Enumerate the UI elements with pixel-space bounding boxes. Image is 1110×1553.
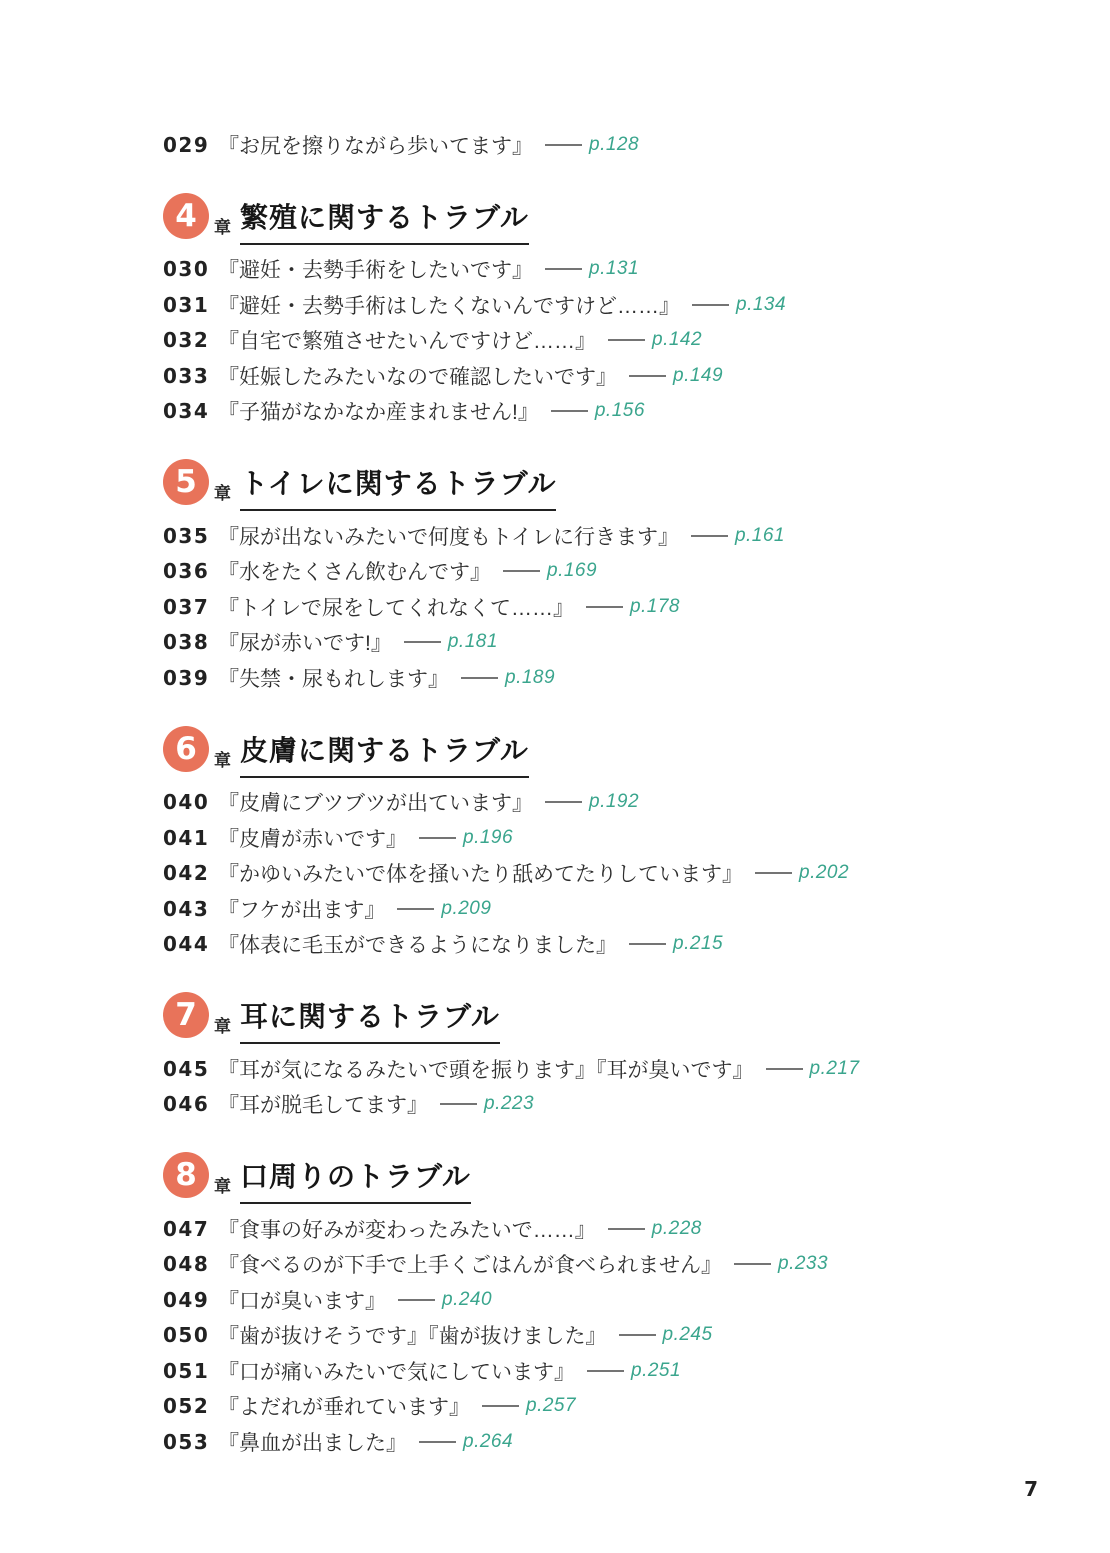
item-title: 『トイレで尿をしてくれなくて……』 bbox=[218, 596, 574, 620]
page-reference: p.134 bbox=[736, 293, 787, 315]
page-reference: p.264 bbox=[463, 1430, 514, 1452]
leader-dash bbox=[734, 1263, 771, 1265]
item-title: 『自宅で繁殖させたいんですけど……』 bbox=[218, 330, 596, 354]
toc-item bbox=[163, 1087, 1043, 1123]
chapter-number-badge: 5 bbox=[163, 459, 209, 505]
item-title: 『水をたくさん飲むんです』 bbox=[218, 561, 491, 585]
page-reference: p.228 bbox=[651, 1217, 702, 1239]
page-reference: p.149 bbox=[673, 364, 724, 386]
page-reference: p.128 bbox=[589, 133, 640, 155]
leader-dash bbox=[404, 641, 441, 643]
item-number: 048 bbox=[163, 1252, 210, 1277]
chapter-number-badge: 8 bbox=[163, 1152, 209, 1198]
chapter-suffix: 章 bbox=[214, 1177, 231, 1196]
page-reference: p.251 bbox=[631, 1359, 682, 1381]
item-number: 032 bbox=[163, 328, 210, 353]
toc-item bbox=[163, 1353, 1043, 1389]
chapter-heading bbox=[163, 726, 1043, 782]
item-title: 『妊娠したみたいなので確認したいです』 bbox=[218, 365, 617, 389]
chapter-suffix: 章 bbox=[214, 484, 231, 503]
chapter-title: トイレに関するトラブル bbox=[240, 462, 556, 511]
leader-dash bbox=[397, 908, 434, 910]
item-number: 042 bbox=[163, 861, 210, 886]
item-title: 『よだれが垂れています』 bbox=[218, 1396, 470, 1420]
toc-item bbox=[163, 856, 1043, 892]
page-reference: p.257 bbox=[526, 1395, 577, 1417]
toc-item bbox=[163, 554, 1043, 590]
item-number: 033 bbox=[163, 363, 210, 388]
toc-item bbox=[163, 518, 1043, 554]
page-reference: p.215 bbox=[673, 933, 724, 955]
leader-dash bbox=[629, 375, 666, 377]
toc-item bbox=[163, 820, 1043, 856]
item-number: 051 bbox=[163, 1358, 210, 1383]
item-title: 『耳が脱毛してます』 bbox=[218, 1094, 428, 1118]
item-number: 034 bbox=[163, 399, 210, 424]
item-title: 『尿が出ないみたいで何度もトイレに行きます』 bbox=[218, 525, 679, 549]
toc-item bbox=[163, 1389, 1043, 1425]
chapter-title: 皮膚に関するトラブル bbox=[240, 729, 529, 778]
item-number: 031 bbox=[163, 292, 210, 317]
item-title: 『避妊・去勢手術はしたくないんですけど……』 bbox=[218, 294, 680, 318]
chapter-suffix: 章 bbox=[214, 750, 231, 770]
leader-dash bbox=[545, 144, 582, 146]
toc-item bbox=[163, 927, 1043, 963]
chapter-title: 繁殖に関するトラブル bbox=[240, 196, 529, 245]
item-title: 『口が痛いみたいで気にしています』 bbox=[218, 1360, 575, 1384]
toc-item bbox=[163, 358, 1043, 394]
item-number: 035 bbox=[163, 523, 210, 548]
item-title: 『皮膚が赤いです』 bbox=[218, 827, 407, 851]
page-reference: p.131 bbox=[589, 258, 640, 280]
item-title: 『かゆいみたいで体を掻いたり舐めてたりしています』 bbox=[218, 863, 743, 887]
item-title: 『お尻を擦りながら歩いてます』 bbox=[218, 134, 533, 158]
page-reference: p.181 bbox=[447, 631, 498, 653]
toc-item bbox=[163, 287, 1043, 323]
page-reference: p.178 bbox=[629, 595, 680, 617]
toc-item bbox=[163, 1318, 1043, 1354]
leader-dash bbox=[766, 1068, 803, 1070]
item-title: 『鼻血が出ました』 bbox=[218, 1431, 407, 1455]
toc-item bbox=[163, 625, 1043, 661]
leader-dash bbox=[398, 1299, 435, 1301]
item-number: 045 bbox=[163, 1056, 210, 1081]
toc-item bbox=[163, 660, 1043, 696]
chapter-suffix: 章 bbox=[214, 1017, 231, 1036]
item-number: 050 bbox=[163, 1323, 210, 1348]
page-reference: p.245 bbox=[662, 1324, 713, 1346]
item-title: 『失禁・尿もれします』 bbox=[218, 667, 449, 691]
leader-dash bbox=[545, 801, 582, 803]
leader-dash bbox=[440, 1103, 477, 1105]
leader-dash bbox=[551, 410, 588, 412]
leader-dash bbox=[629, 943, 666, 945]
leader-dash bbox=[691, 535, 728, 537]
toc-item bbox=[163, 589, 1043, 625]
page-reference: p.189 bbox=[505, 666, 556, 688]
item-number: 036 bbox=[163, 559, 210, 584]
chapter-title: 口周りのトラブル bbox=[240, 1155, 471, 1204]
item-title: 『耳が気になるみたいで頭を振ります』『耳が臭いです』 bbox=[218, 1058, 754, 1082]
chapter-suffix: 章 bbox=[214, 217, 231, 237]
item-number: 043 bbox=[163, 896, 210, 921]
page-number: 7 bbox=[1024, 1477, 1038, 1501]
chapter-title: 耳に関するトラブル bbox=[240, 995, 500, 1044]
leader-dash bbox=[608, 1228, 645, 1230]
page-reference: p.209 bbox=[441, 897, 492, 919]
item-number: 047 bbox=[163, 1216, 210, 1241]
toc-item bbox=[163, 1247, 1043, 1283]
page-reference: p.217 bbox=[809, 1057, 860, 1079]
leader-dash bbox=[503, 570, 540, 572]
page-reference: p.202 bbox=[799, 862, 850, 884]
leader-dash bbox=[461, 677, 498, 679]
item-number: 037 bbox=[163, 594, 210, 619]
chapter-heading bbox=[163, 459, 1043, 515]
leader-dash bbox=[587, 1370, 624, 1372]
toc-item bbox=[163, 1282, 1043, 1318]
leader-dash bbox=[482, 1405, 519, 1407]
leader-dash bbox=[419, 1441, 456, 1443]
page-reference: p.161 bbox=[734, 524, 785, 546]
item-number: 040 bbox=[163, 790, 210, 815]
leader-dash bbox=[619, 1334, 656, 1336]
page-reference: p.240 bbox=[442, 1288, 493, 1310]
item-title: 『避妊・去勢手術をしたいです』 bbox=[218, 259, 533, 283]
leader-dash bbox=[608, 339, 645, 341]
item-number: 041 bbox=[163, 825, 210, 850]
toc-item bbox=[163, 1051, 1043, 1087]
leader-dash bbox=[419, 837, 456, 839]
chapter-number-badge: 4 bbox=[163, 193, 209, 239]
item-title: 『皮膚にブツブツが出ています』 bbox=[218, 792, 533, 816]
item-title: 『口が臭います』 bbox=[218, 1289, 386, 1313]
toc-item bbox=[163, 323, 1043, 359]
item-number: 039 bbox=[163, 665, 210, 690]
page-reference: p.233 bbox=[778, 1253, 829, 1275]
item-number: 044 bbox=[163, 932, 210, 957]
toc-item bbox=[163, 394, 1043, 430]
item-title: 『フケが出ます』 bbox=[218, 898, 386, 922]
leader-dash bbox=[545, 268, 582, 270]
page-reference: p.142 bbox=[652, 329, 703, 351]
item-number: 029 bbox=[163, 132, 210, 157]
item-number: 052 bbox=[163, 1394, 210, 1419]
item-number: 046 bbox=[163, 1092, 210, 1117]
chapter-heading bbox=[163, 193, 1043, 249]
page-reference: p.196 bbox=[463, 826, 514, 848]
toc-item bbox=[163, 891, 1043, 927]
chapter-heading bbox=[163, 992, 1043, 1048]
toc-content bbox=[163, 127, 1043, 1460]
chapter-number-badge: 7 bbox=[163, 992, 209, 1038]
chapter-number-badge: 6 bbox=[163, 726, 209, 772]
item-title: 『体表に毛玉ができるようになりました』 bbox=[218, 934, 617, 958]
item-title: 『食事の好みが変わったみたいで……』 bbox=[218, 1218, 596, 1242]
item-number: 030 bbox=[163, 257, 210, 282]
item-title: 『子猫がなかなか産まれません!』 bbox=[218, 401, 539, 425]
item-title: 『歯が抜けそうです』『歯が抜けました』 bbox=[218, 1325, 607, 1349]
toc-item bbox=[163, 785, 1043, 821]
leader-dash bbox=[755, 872, 792, 874]
toc-item bbox=[163, 1211, 1043, 1247]
chapter-heading bbox=[163, 1152, 1043, 1208]
item-title: 『食べるのが下手で上手くごはんが食べられません』 bbox=[218, 1254, 722, 1278]
leader-dash bbox=[692, 304, 729, 306]
item-number: 038 bbox=[163, 630, 210, 655]
page-reference: p.156 bbox=[594, 400, 645, 422]
toc-item bbox=[163, 1424, 1043, 1460]
leader-dash bbox=[586, 606, 623, 608]
toc-item bbox=[163, 127, 1043, 163]
item-title: 『尿が赤いです!』 bbox=[218, 632, 392, 656]
page-reference: p.169 bbox=[547, 560, 598, 582]
item-number: 053 bbox=[163, 1429, 210, 1454]
page-reference: p.192 bbox=[589, 791, 640, 813]
page-reference: p.223 bbox=[484, 1093, 535, 1115]
toc-item bbox=[163, 252, 1043, 288]
item-number: 049 bbox=[163, 1287, 210, 1312]
